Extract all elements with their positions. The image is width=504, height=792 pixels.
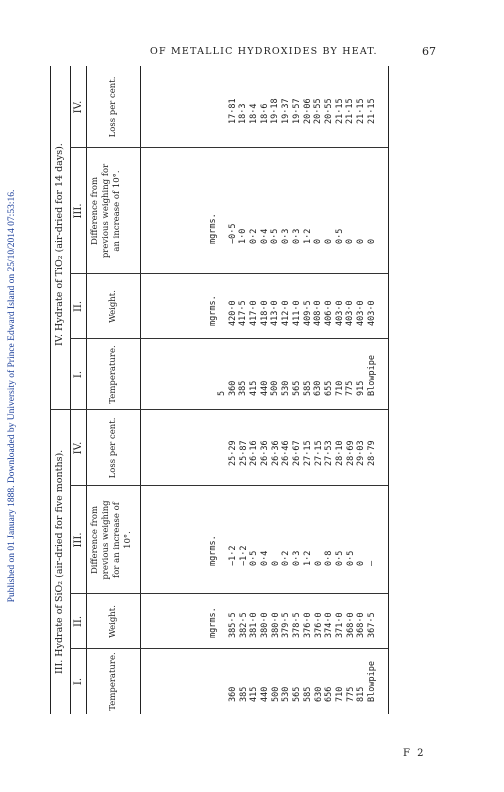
roman-heading: III. — [73, 203, 84, 219]
column-heading: Temperature. — [108, 652, 118, 711]
column-heading: Weight. — [108, 290, 118, 323]
table-cell: 0·2 — [249, 228, 260, 244]
table-cell: 374·0 — [324, 612, 335, 638]
table-cell: 413·0 — [270, 300, 281, 326]
table-cell: −0·5 — [227, 223, 238, 244]
table-cell: 26·46 — [281, 440, 292, 466]
unit-label: mgrms. — [208, 295, 218, 326]
table-cell: 18·3 — [238, 103, 249, 124]
siO2-weight-column — [228, 612, 378, 638]
table-cell: 417·5 — [238, 300, 249, 326]
table-cell: 27·53 — [324, 440, 335, 466]
table-cell: 409·5 — [302, 300, 313, 326]
table-cell: 21·15 — [366, 98, 377, 124]
table-cell: 26·67 — [292, 440, 303, 466]
table-cell: 18·6 — [259, 103, 270, 124]
table-cell: 585 — [302, 686, 313, 702]
table-cell: 376·0 — [302, 612, 313, 638]
heading-rule — [86, 66, 87, 714]
side-note-text: Published on 01 January 1888. Downloaded by University of Prince Edward Island on 25/10/2014 07:53:16. — [7, 189, 17, 603]
tiO2-weight-column — [217, 300, 377, 326]
table-cell: 21·15 — [334, 98, 345, 124]
table-cell: 0 — [356, 560, 367, 566]
table-cell: 710 — [334, 686, 345, 702]
table-cell: 0·8 — [324, 550, 335, 566]
table-cell: 1·2 — [302, 550, 313, 566]
table-cell: 360 — [227, 380, 238, 396]
tiO2-difference-column — [217, 224, 377, 244]
table-cell: 5 — [217, 390, 227, 396]
table-cell: 411·0 — [291, 300, 302, 326]
table-cell: 27·15 — [302, 440, 313, 466]
table-cell: 656 — [324, 686, 335, 702]
roman-heading: I. — [73, 677, 84, 686]
table-cell: 775 — [345, 686, 356, 702]
table-cell: 382·5 — [238, 612, 249, 638]
table-cell: 379·5 — [281, 612, 292, 638]
roman-heading: IV. — [73, 100, 84, 114]
top-rule — [50, 66, 51, 714]
column-heading: Difference from previous weighing for an increase of 10°. — [90, 163, 122, 259]
column-heading: Loss per cent. — [108, 417, 118, 479]
table-cell: 565 — [292, 686, 303, 702]
table-cell: 403·0 — [345, 300, 356, 326]
table-cell — [217, 98, 228, 124]
table-cell: 0·3 — [281, 228, 292, 244]
table-cell: 440 — [259, 380, 270, 396]
table-cell: 0·5 — [270, 228, 281, 244]
table-cell: 19·18 — [270, 98, 281, 124]
columnhead-rule — [140, 66, 141, 714]
roman-heading: II. — [73, 300, 84, 313]
column-heading: Difference from previous weighing for an increase of 10°. — [90, 500, 133, 580]
table-cell: 0·3 — [292, 550, 303, 566]
unit-label: mgrms. — [208, 607, 218, 638]
table-cell: 20·55 — [313, 98, 324, 124]
table-cell: 0 — [313, 238, 324, 244]
table-cell: 710 — [334, 380, 345, 396]
table-cell: 0·3 — [291, 228, 302, 244]
table-cell: Blowpipe — [366, 355, 377, 396]
table-cell: 1·0 — [238, 228, 249, 244]
table-separator — [50, 409, 388, 410]
siO2-temperature-column — [228, 661, 378, 702]
table-cell: 530 — [281, 380, 292, 396]
table-caption-tiO2: IV. Hydrate of TiO₂ (air-dried for 14 days). — [54, 143, 65, 346]
table-cell: 380·0 — [260, 612, 271, 638]
table-cell — [217, 224, 228, 244]
table-cell: 0 — [323, 238, 334, 244]
table-cell: 530 — [281, 686, 292, 702]
column-heading: Weight. — [108, 605, 118, 638]
table-cell: 17·81 — [227, 98, 238, 124]
table-cell: 367·5 — [366, 612, 377, 638]
table-cell: 417·0 — [249, 300, 260, 326]
table-cell: 412·0 — [281, 300, 292, 326]
table-cell: 415 — [249, 686, 260, 702]
roman-heading: III. — [73, 532, 84, 548]
table-cell: 25·87 — [238, 440, 249, 466]
table-cell: 26·36 — [260, 440, 271, 466]
table-cell: 403·0 — [355, 300, 366, 326]
table-cell: 360 — [228, 686, 238, 702]
printer-signature: F 2 — [403, 748, 426, 759]
table-cell: 385·5 — [228, 612, 238, 638]
table-cell: 403·0 — [366, 300, 377, 326]
table-cell: 565 — [291, 380, 302, 396]
table-cell: 381·0 — [249, 612, 260, 638]
bottom-rule — [388, 66, 389, 714]
table-cell: 19·57 — [291, 98, 302, 124]
table-cell: 371·0 — [334, 612, 345, 638]
table-cell: 0 — [313, 560, 324, 566]
table-cell: 0 — [355, 238, 366, 244]
table-cell: 415 — [249, 380, 260, 396]
table-cell: 20·55 — [323, 98, 334, 124]
table-cell: −1·2 — [228, 545, 238, 566]
table-cell: 368·0 — [356, 612, 367, 638]
table-cell: 0·5 — [345, 550, 356, 566]
table-cell: 26·36 — [270, 440, 281, 466]
page-header — [0, 0, 504, 58]
table-cell: 403·0 — [334, 300, 345, 326]
table-cell: 385 — [238, 380, 249, 396]
table-cell: 915 — [355, 380, 366, 396]
unit-label: mgrms. — [208, 535, 218, 566]
table-cell: 630 — [313, 686, 324, 702]
roman-heading: I. — [73, 370, 84, 379]
table-cell: 1·2 — [302, 228, 313, 244]
column-heading: Loss per cent. — [108, 76, 118, 138]
table-cell: 408·0 — [313, 300, 324, 326]
table-cell: 418·0 — [259, 300, 270, 326]
table-cell: 25·29 — [228, 440, 238, 466]
table-cell: 376·0 — [313, 612, 324, 638]
table-cell: 0·5 — [334, 228, 345, 244]
table-cell: −1·2 — [238, 545, 249, 566]
table-cell: 500 — [270, 380, 281, 396]
table-cell: 0 — [270, 560, 281, 566]
table-cell: 21·15 — [355, 98, 366, 124]
page-number: 67 — [422, 45, 436, 58]
tiO2-loss-column — [217, 98, 377, 124]
table-cell: 28·79 — [366, 440, 377, 466]
table-cell: 0 — [366, 238, 377, 244]
tiO2-temperature-column — [217, 355, 377, 396]
table-cell: — — [366, 560, 377, 566]
table-cell: 26·16 — [249, 440, 260, 466]
table-cell: 655 — [323, 380, 334, 396]
table-cell: 815 — [356, 686, 367, 702]
table-cell: 0·5 — [334, 550, 345, 566]
table-cell: 0·4 — [259, 228, 270, 244]
table-cell: 29·03 — [356, 440, 367, 466]
table-cell: 420·0 — [227, 300, 238, 326]
table-cell: 27·15 — [313, 440, 324, 466]
roman-heading: II. — [73, 615, 84, 628]
table-cell: 380·0 — [270, 612, 281, 638]
table-cell: 440 — [260, 686, 271, 702]
table-cell: 385 — [238, 686, 249, 702]
data-tables — [48, 66, 390, 714]
caption-rule — [70, 66, 71, 714]
rotated-table-block — [48, 66, 390, 714]
table-cell: 0·5 — [249, 550, 260, 566]
siO2-difference-column — [228, 546, 378, 566]
table-cell: 368·0 — [345, 612, 356, 638]
table-cell: 775 — [345, 380, 356, 396]
table-cell: 0·4 — [260, 550, 271, 566]
siO2-loss-column — [228, 440, 378, 466]
table-cell: 20·06 — [302, 98, 313, 124]
running-title: OF METALLIC HYDROXIDES BY HEAT. — [150, 46, 378, 57]
column-heading: Temperature. — [108, 345, 118, 404]
table-cell: 500 — [270, 686, 281, 702]
roman-heading: IV. — [73, 441, 84, 455]
publication-side-note — [0, 0, 24, 792]
table-caption-siO2: III. Hydrate of SiO₂ (air-dried for five months). — [54, 449, 65, 674]
table-cell: 378·5 — [292, 612, 303, 638]
table-cell: 18·4 — [249, 103, 260, 124]
table-cell: 585 — [302, 380, 313, 396]
table-cell: 28·10 — [334, 440, 345, 466]
table-cell: 0 — [345, 238, 356, 244]
table-cell: 406·0 — [323, 300, 334, 326]
table-cell: 0·2 — [281, 550, 292, 566]
table-cell: 19·37 — [281, 98, 292, 124]
unit-label: mgrms. — [208, 213, 218, 244]
table-cell — [217, 300, 228, 326]
table-cell: 21·15 — [345, 98, 356, 124]
table-cell: 28·69 — [345, 440, 356, 466]
table-cell: Blowpipe — [366, 661, 377, 702]
table-cell: 630 — [313, 380, 324, 396]
